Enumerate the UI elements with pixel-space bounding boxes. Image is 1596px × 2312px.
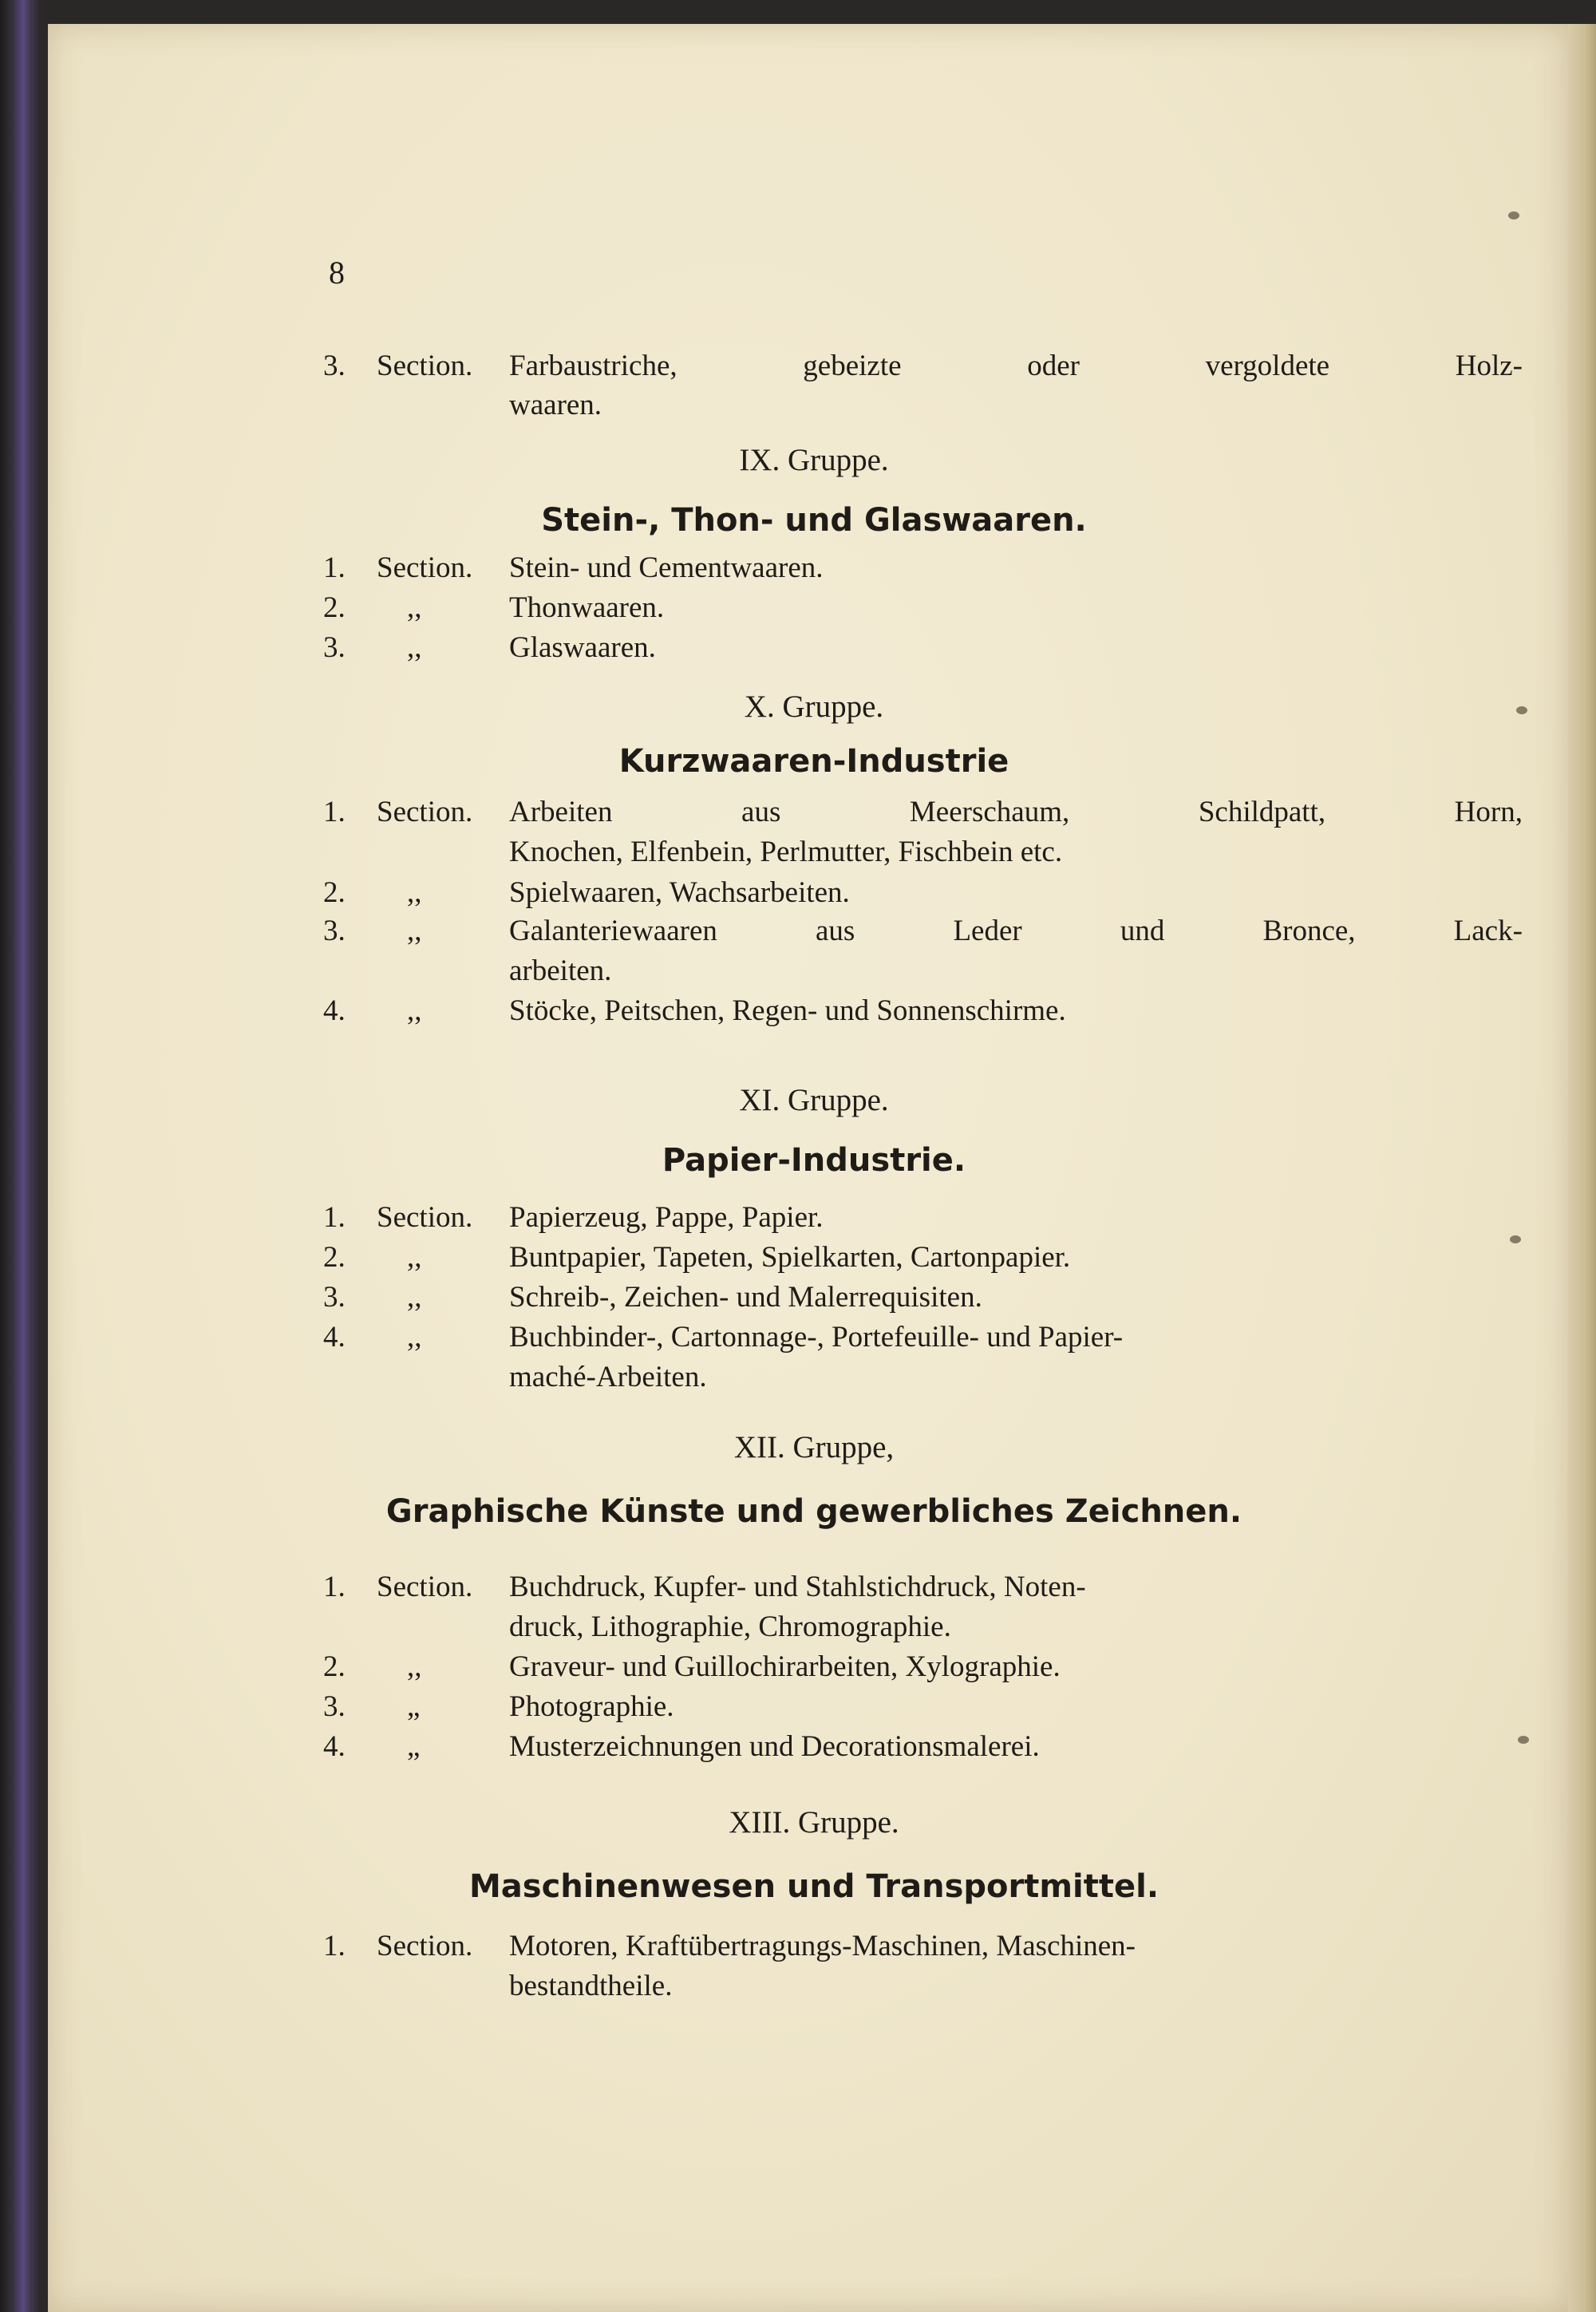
item-number: 4.: [323, 994, 346, 1027]
ditto-mark: ,,: [407, 631, 422, 664]
item-number: 3.: [323, 1690, 346, 1723]
ditto-mark: ,,: [407, 591, 422, 624]
item-number: 2.: [323, 591, 346, 624]
item-number: 2.: [323, 1650, 346, 1683]
edge-mark: [1518, 1736, 1529, 1744]
page-number: 8: [329, 255, 345, 290]
ditto-mark: „: [407, 1690, 421, 1723]
item-number: 3.: [323, 1281, 346, 1314]
ditto-mark: ,,: [407, 994, 422, 1027]
gruppe-label: XII. Gruppe,: [733, 1430, 895, 1464]
section-label: Section.: [377, 796, 473, 828]
item-text: [509, 912, 1523, 950]
item-number: 4.: [323, 1321, 346, 1354]
item-word: Arbeiten: [509, 796, 613, 828]
item-word: vergoldete: [1205, 350, 1330, 382]
item-number: 3.: [323, 631, 346, 664]
item-number: 3.: [323, 915, 346, 947]
item-text-continuation: arbeiten.: [509, 954, 612, 987]
item-text: [509, 793, 1523, 832]
ditto-mark: ,,: [407, 1321, 422, 1354]
item-word: aus: [741, 796, 781, 828]
item-text: Motoren, Kraftübertragungs-Maschinen, Maschinen-: [509, 1930, 1136, 1962]
item-word: Galanteriewaaren: [509, 915, 717, 947]
item-text: Buntpapier, Tapeten, Spielkarten, Cartonpapier.: [509, 1241, 1071, 1274]
item-text: Thonwaaren.: [509, 591, 665, 624]
item-text: Musterzeichnungen und Decorationsmalerei.: [509, 1730, 1040, 1763]
edge-mark: [1508, 211, 1519, 219]
item-number: 1.: [323, 1201, 346, 1234]
item-text-continuation: bestandtheile.: [509, 1970, 673, 2002]
item-text: Stein- und Cementwaaren.: [509, 551, 824, 584]
gruppe-title: Kurzwaaren-Industrie: [618, 743, 1009, 780]
item-number: 2.: [323, 1241, 346, 1274]
item-word: Lack-: [1453, 915, 1523, 947]
ditto-mark: ,,: [407, 1650, 422, 1683]
edge-mark: [1510, 1235, 1521, 1243]
item-text: Glaswaaren.: [509, 631, 656, 664]
item-word: Horn,: [1454, 796, 1523, 828]
binding-cloth: [14, 0, 32, 2312]
ditto-mark: „: [407, 1730, 421, 1763]
item-word: Leder: [953, 915, 1022, 947]
gruppe-title: Graphische Künste und gewerbliches Zeichnen.: [385, 1493, 1242, 1530]
edge-mark: [1516, 706, 1527, 714]
item-word: Farbaustriche,: [509, 350, 678, 382]
section-label: Section.: [377, 1201, 473, 1234]
ditto-mark: ,,: [407, 876, 422, 909]
item-number: 1.: [323, 1571, 346, 1603]
gruppe-label: XI. Gruppe.: [739, 1083, 889, 1117]
gruppe-label: X. Gruppe.: [744, 690, 884, 724]
ditto-mark: ,,: [407, 915, 422, 947]
item-text-continuation: maché-Arbeiten.: [509, 1361, 707, 1393]
item-text-continuation: druck, Lithographie, Chromographie.: [509, 1610, 951, 1643]
section-label: Section.: [377, 1930, 473, 1962]
item-word: gebeizte: [803, 350, 902, 382]
item-number: 2.: [323, 876, 346, 909]
section-label: Section.: [377, 551, 473, 584]
gruppe-title: Maschinenwesen und Transportmittel.: [468, 1868, 1159, 1905]
gruppe-label: IX. Gruppe.: [739, 443, 889, 477]
item-word: Meerschaum,: [909, 796, 1070, 828]
item-number: 4.: [323, 1730, 346, 1763]
item-word: oder: [1027, 350, 1080, 382]
item-text: Photographie.: [509, 1690, 674, 1723]
item-text: Stöcke, Peitschen, Regen- und Sonnenschirme.: [509, 994, 1066, 1027]
item-text: Spielwaaren, Wachsarbeiten.: [509, 876, 850, 909]
item-word: und: [1120, 915, 1165, 947]
page-edge: [1568, 24, 1596, 2312]
item-word: Holz-: [1455, 350, 1523, 382]
item-number: 1.: [323, 1930, 346, 1962]
item-number: 1.: [323, 796, 346, 828]
item-number: 3.: [323, 350, 346, 382]
item-text: Papierzeug, Pappe, Papier.: [509, 1201, 824, 1234]
item-text-continuation: waaren.: [509, 389, 602, 421]
section-label: Section.: [377, 1571, 473, 1603]
gruppe-title: Papier-Industrie.: [662, 1142, 966, 1179]
section-label: Section.: [377, 350, 473, 382]
item-word: aus: [816, 915, 855, 947]
item-number: 1.: [323, 551, 346, 584]
item-text: Buchdruck, Kupfer- und Stahlstichdruck, Noten-: [509, 1571, 1086, 1603]
ditto-mark: ,,: [407, 1241, 422, 1274]
item-word: Bronce,: [1262, 915, 1356, 947]
item-text: Buchbinder-, Cartonnage-, Portefeuille- und Papier-: [509, 1321, 1124, 1354]
item-text: [509, 347, 1523, 385]
item-text: Graveur- und Guillochirarbeiten, Xylographie.: [509, 1650, 1061, 1683]
gruppe-title: Stein-, Thon- und Glaswaaren.: [541, 502, 1087, 539]
ditto-mark: ,,: [407, 1281, 422, 1314]
item-word: Schildpatt,: [1198, 796, 1326, 828]
gruppe-label: XIII. Gruppe.: [729, 1805, 899, 1840]
item-text: Schreib-, Zeichen- und Malerrequisiten.: [509, 1281, 982, 1314]
item-text-continuation: Knochen, Elfenbein, Perlmutter, Fischbein etc.: [509, 836, 1063, 868]
